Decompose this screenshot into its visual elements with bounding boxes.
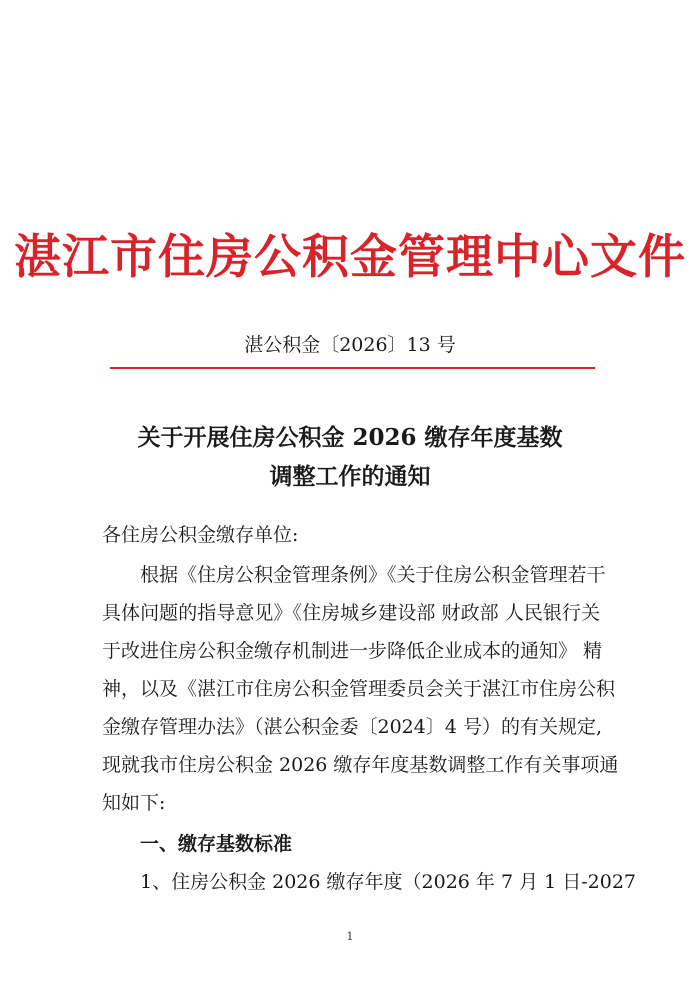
item-1-line: 1、住房公积金 2026 缴存年度（2026 年 7 月 1 日-2027 [140,871,637,893]
issuer-header: 湛江市住房公积金管理中心文件 [14,230,686,285]
red-separator-line [110,367,595,369]
paragraph-line: 于改进住房公积金缴存机制进一步降低企业成本的通知》 精 [102,640,603,662]
paragraph-line: 金缴存管理办法》（湛公积金委〔2024〕4 号）的有关规定, [102,716,603,738]
document-number: 湛公积金〔2026〕13 号 [244,334,456,356]
paragraph-line: 神，以及《湛江市住房公积金管理委员会关于湛江市住房公积 [102,678,616,700]
page-number: 1 [346,930,354,943]
paragraph-line: 具体问题的指导意见》《住房城乡建设部 财政部 人民银行关 [102,602,600,624]
paragraph-line: 现就我市住房公积金 2026 缴存年度基数调整工作有关事项通 [102,754,619,776]
paragraph-line: 知如下: [102,792,166,814]
notice-title-line-1: 关于开展住房公积金 2026 缴存年度基数 [137,424,563,451]
section-heading: 一、缴存基数标准 [140,833,293,855]
salutation: 各住房公积金缴存单位: [102,524,299,546]
notice-title-line-2: 调整工作的通知 [269,463,431,490]
paragraph-line: 根据《住房公积金管理条例》《关于住房公积金管理若干 [140,564,606,586]
